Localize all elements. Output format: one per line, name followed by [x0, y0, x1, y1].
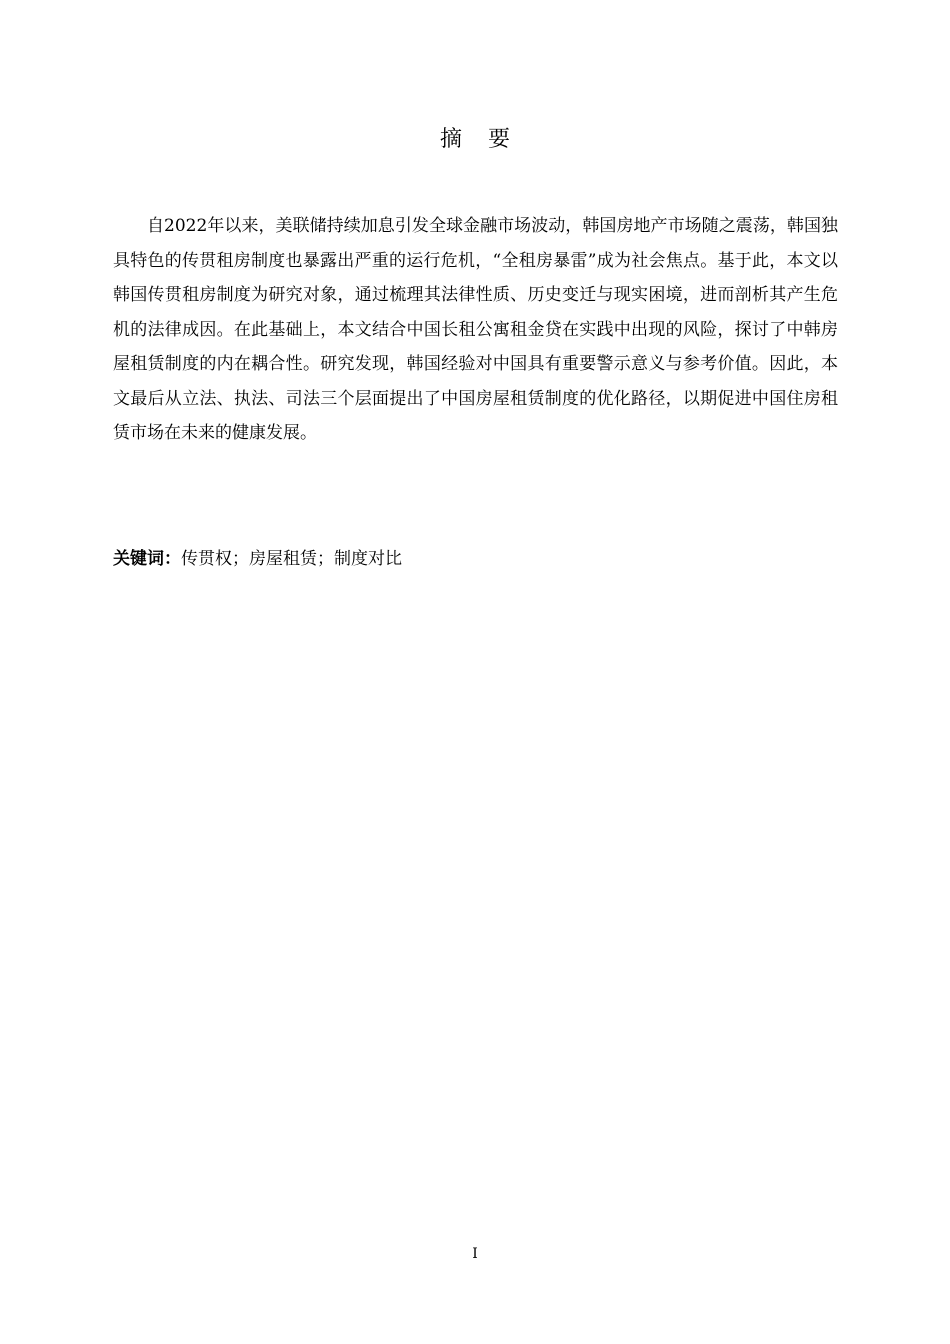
- page-number: I: [472, 1246, 478, 1262]
- abstract-paragraph: 自2022年以来，美联储持续加息引发全球金融市场波动，韩国房地产市场随之震荡，韩国独具特色的传贯租房制度也暴露出严重的运行危机，“全租房暴雷”成为社会焦点。基于此，本文以韩国传贯租房制度为研究对象，通过梳理其法律性质、历史变迁与现实困境，进而剖析其产生危机的法律成因。在此基础上，本文结合中国长租公寓租金贷在实践中出现的风险，探讨了中韩房屋租赁制度的内在耦合性。研究发现，韩国经验对中国具有重要警示意义与参考价值。因此，本文最后从立法、执法、司法三个层面提出了中国房屋租赁制度的优化路径，以期促进中国住房租赁市场在未来的健康发展。: [113, 216, 838, 443]
- keywords-label: 关键词：: [113, 549, 181, 569]
- keywords-line: [113, 544, 838, 574]
- page-title: 摘要: [439, 127, 536, 152]
- keywords-value: 传贯权；房屋租赁；制度对比: [181, 549, 402, 569]
